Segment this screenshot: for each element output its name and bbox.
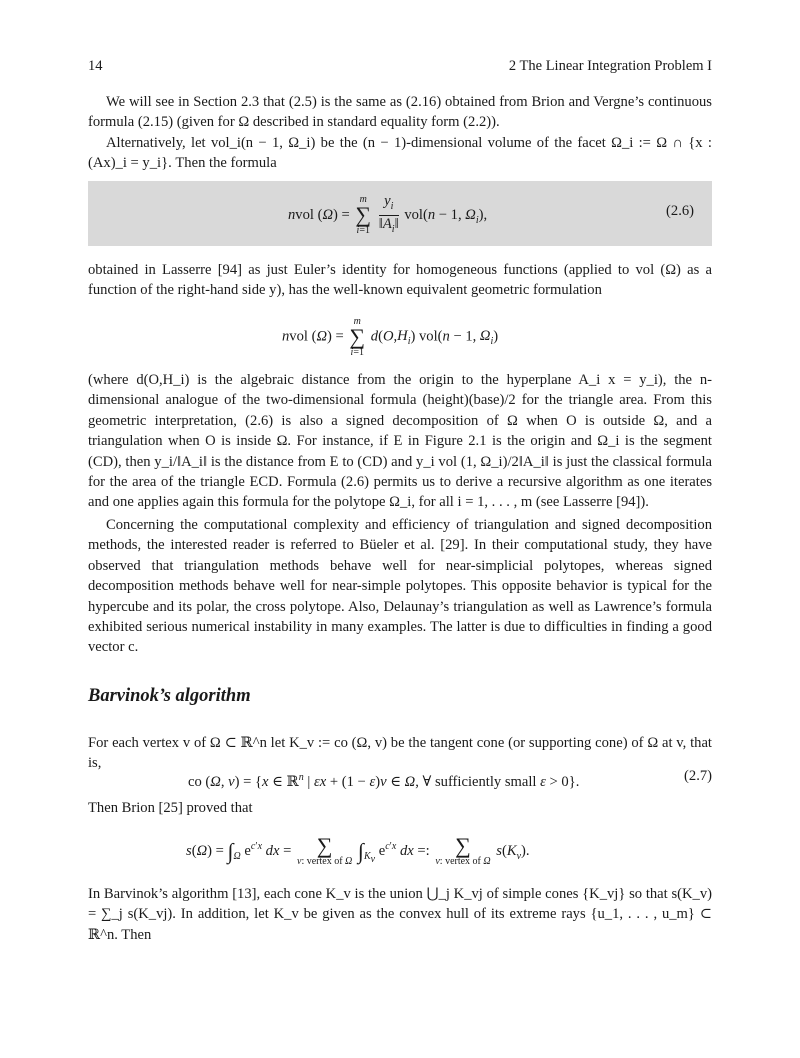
section-heading: Barvinok’s algorithm [88,686,251,706]
paragraph-6: For each vertex v of Ω ⊂ ℝ^n let K_v := co (Ω, v) be the tangent cone (or supporting cone) of Ω at v, that is, [88,735,712,772]
equation-brion: $s(\Omega) = \int_\Omega$ $e^{c'x}$ dx = ∑ v: vertex of Ω $\int_{K_v}$ $e^{c'x}$ dx =: ∑ v: vertex of Ω $s(K_v)$. [186,833,530,867]
paragraph-5: Concerning the computational complexity and efficiency of triangulation and signed decomposition methods, the interested reader is referred to Büeler et al. [29]. In their computational study, they have observed that triangulation methods behave well for near-simplicial polytopes, whereas signed decomposition methods behave well for near-simple polytopes. This opposite behavior is typical for the hypercube and its polar, the cross polytope. Also, Delaunay’s triangulation as well as Lawrence’s formula exhibited serious numerical instability in many examples. The latter is due to difficulties in finding a good vector c. [88,517,712,656]
equation-2-6: nvol (Ω) = m ∑ i=1 $\frac{y_i}{‖A_i‖}$ vol(n − 1, $\Omega_i$), [288,193,488,237]
equation-label-2-6: (2.6) [666,203,694,219]
paragraph-1: We will see in Section 2.3 that (2.5) is the same as (2.16) obtained from Brion and Vergne’s continuous formula (2.15) (given for Ω described in standard equality form (2.2)). [88,94,712,131]
paragraph-7: Then Brion [25] proved that [88,800,253,816]
page-number: 14 [88,58,103,74]
running-title: 2 The Linear Integration Problem I [508,58,712,74]
equation-geometric: nvol (Ω) = m ∑ i=1 $d(O,H_i) vol(n - 1$, $\Omega_i$) [282,316,499,358]
paragraph-2: Alternatively, let vol_i(n − 1, Ω_i) be the (n − 1)-dimensional volume of the facet Ω_i := Ω ∩ {x : (Ax)_i = y_i}. Then the formula [88,135,712,172]
paragraph-4: (where d(O,H_i) is the algebraic distance from the origin to the hyperplane A_i x = y_i), the n-dimensional analogue of the two-dimensional formula (height)(base)/2 for the triangle area. From this geometric interpretation, (2.6) is also a signed decomposition of Ω when O is outside Ω, and a triangulation when O is inside Ω. For instance, if E in Figure 2.1 is the origin and Ω_i is the segment (CD), then y_i/‖A_i‖ is the distance from E to (CD) and y_i vol (1, Ω_i)/2‖A_i‖ is just the classical formula for the area of the triangle ECD. Formula (2.6) permits us to derive a recursive algorithm as one iterates and one applies again this formula for the polytope Ω_i, for all i = 1, . . . , m (see Lasserre [94]). [88,372,712,511]
equation-label-2-7: (2.7) [684,768,712,784]
paragraph-3: obtained in Lasserre [94] as just Euler’s identity for homogeneous functions (applied to vol (Ω) as a function of the right-hand side y), has the well-known equivalent geometric formulation [88,262,712,299]
equation-box-2-6 [88,181,712,246]
equation-2-7: co (Ω, v) = {x ∈ ℝ$^n$ | εx + (1 − ε)v ∈ Ω, ∀ sufficiently small ε > 0}. [188,772,580,790]
paragraph-8: In Barvinok’s algorithm [13], each cone K_v is the union ⋃_j K_vj of simple cones {K_vj} so that s(K_v) = ∑_j s(K_vj). In addition, let K_v be given as the convex hull of its extreme rays {u_1, . . . , u_m} ⊂ ℝ^n. Then [88,886,712,943]
